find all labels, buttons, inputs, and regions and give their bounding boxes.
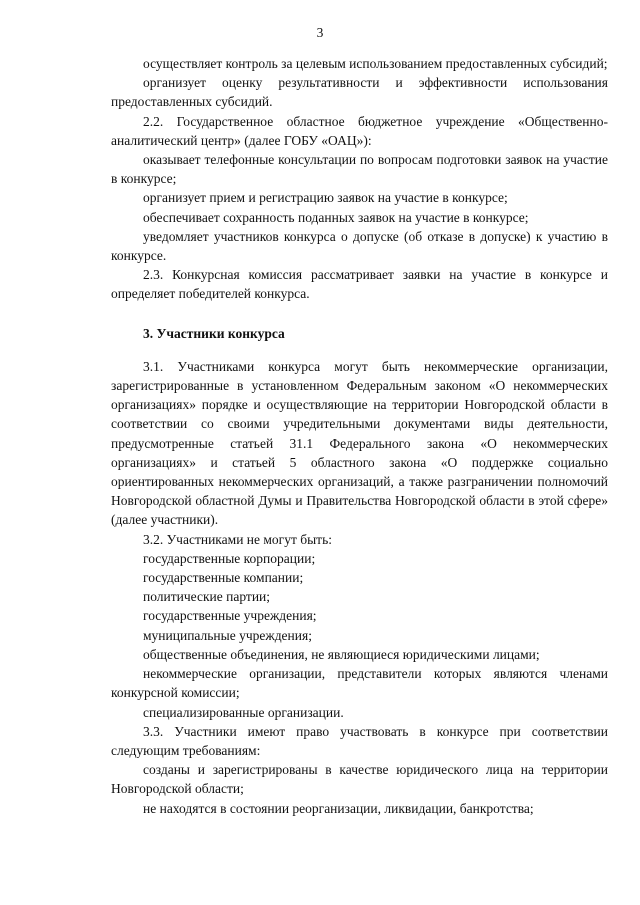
list-item: не находятся в состоянии реорганизации, ликвидации, банкротства; — [143, 800, 534, 816]
paragraph: 3.2. Участниками не могут быть: — [143, 531, 332, 547]
paragraph: организует прием и регистрацию заявок на участие в конкурсе; — [143, 190, 508, 206]
list-item: государственные учреждения; — [143, 608, 317, 624]
paragraph: оказывает телефонные консультации по вопросам подготовки заявок на участие в конкурсе; — [111, 152, 608, 187]
document-body — [111, 54, 608, 818]
list-item: государственные компании; — [143, 570, 304, 586]
paragraph: уведомляет участников конкурса о допуске (об отказе в допуске) к участию в конкурсе. — [111, 228, 608, 264]
list-item: государственные корпорации; — [143, 550, 316, 566]
list-item: общественные объединения, не являющиеся юридическими лицами; — [143, 646, 540, 662]
paragraph: 3.3. Участники имеют право участвовать в конкурсе при соответствии следующим требованиям: — [111, 723, 608, 758]
list-item: муниципальные учреждения; — [143, 627, 312, 643]
page-number: 3 — [316, 25, 324, 40]
paragraph: организует оценку результативности и эффективности использования предоставленных субсидий. — [111, 75, 608, 110]
paragraph: обеспечивает сохранность поданных заявок на участие в конкурсе; — [143, 209, 529, 225]
paragraph: 3.1. Участниками конкурса могут быть некоммерческие организации, зарегистрированные в установленном Федеральным законом «О некоммерческих организациях» порядке и осуществляющие на территории Новгородской области в соответствии со своими учредительными документами виды деятельности, предусмотренные статьей 31.1 Федерального закона «О некоммерческих организациях» и статьей 5 областного закона «О поддержке социально ориентированных некоммерческих организаций, а также разграничении полномочий Новгородской областной Думы и Правительства Новгородской области в этой сфере» (далее участники). — [111, 358, 608, 528]
list-item: созданы и зарегистрированы в качестве юридического лица на территории Новгородской области; — [111, 762, 608, 797]
paragraph: 2.3. Конкурсная комиссия рассматривает заявки на участие в конкурсе и определяет победителей конкурса. — [111, 267, 608, 302]
section-heading: 3. Участники конкурса — [143, 325, 285, 341]
paragraph: 2.2. Государственное областное бюджетное учреждение «Общественно-аналитический центр» (далее ГОБУ «ОАЦ»): — [111, 113, 608, 148]
list-item: некоммерческие организации, представители которых являются членами конкурсной комиссии; — [111, 666, 608, 701]
list-item: политические партии; — [143, 589, 271, 605]
paragraph: осуществляет контроль за целевым использованием предоставленных субсидий; — [143, 56, 608, 71]
list-item: специализированные организации. — [143, 704, 344, 720]
